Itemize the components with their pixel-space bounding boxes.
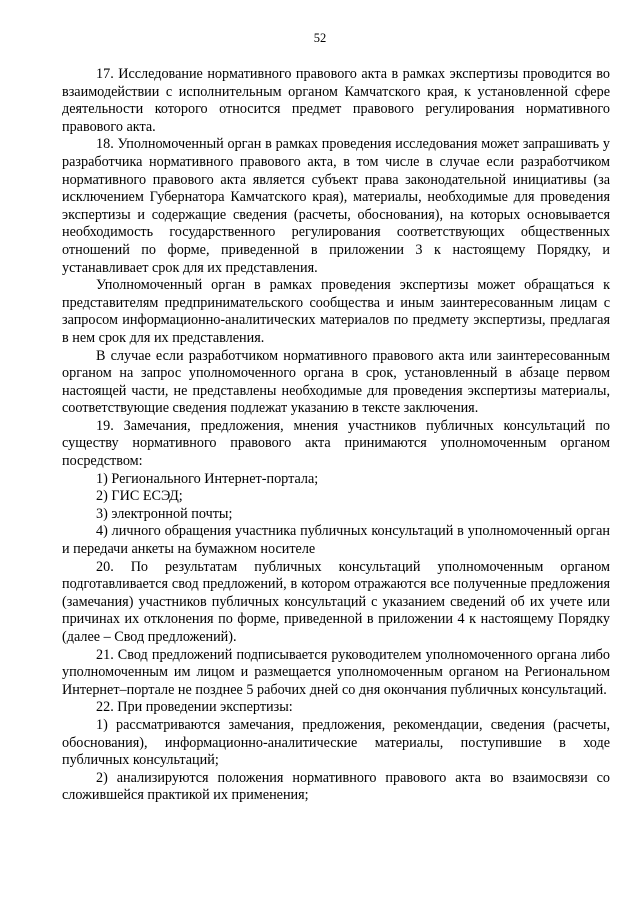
list-item-19-3: 3) электронной почты; (96, 505, 233, 522)
paragraph-20: 20. По результатам публичных консультаций уполномоченным органом подготавливается свод предложений, в котором отражаются все полученные предложения (замечания) участников публичных консультаций с указанием сведений об их учете или причинах их отклонения по форме, приведенной в приложении 4 к настоящему Порядку (далее – Свод предложений). (62, 558, 610, 645)
paragraph-22: 22. При проведении экспертизы: (96, 699, 293, 716)
paragraph-18-part-2: Уполномоченный орган в рамках проведения экспертизы может обращаться к представителям предпринимательского сообщества и иным заинтересованным лицам с запросом информационно-аналитических материалов по предмету экспертизы, предлагая в нем срок для их представления. (62, 277, 610, 346)
paragraph-21: 21. Свод предложений подписывается руководителем уполномоченного органа либо уполномоченным им лицом и размещается уполномоченным органом на Региональном Интернет–портале не позднее 5 рабочих дней со дня окончания публичных консультаций. (62, 646, 610, 698)
list-item-19-4: 4) личного обращения участника публичных консультаций в уполномоченный орган и передачи анкеты на бумажном носителе (62, 523, 610, 558)
list-item-19-1: 1) Регионального Интернет-портала; (96, 470, 319, 487)
document-body (62, 66, 610, 805)
page-number: 52 (313, 31, 327, 45)
paragraph-17: 17. Исследование нормативного правового акта в рамках экспертизы проводится во взаимодействии с исполнительным органом Камчатского края, к установленной сфере деятельности которого относится предмет правового регулирования нормативного правового акта. (62, 66, 610, 135)
paragraph-18: 18. Уполномоченный орган в рамках проведения исследования может запрашивать у разработчика нормативного правового акта, в том числе в случае если разработчиком нормативного правового акта является субъект права законодательной инициативы (за исключением Губернатора Камчатского края), материалы, необходимые для проведения экспертизы и содержащие сведения (расчеты, обоснования), на которых основывается необходимость государственного регулирования соответствующих общественных отношений по форме, приведенной в приложении 3 к настоящему Порядку, и устанавливает срок для их представления. (62, 136, 610, 276)
paragraph-18-part-3: В случае если разработчиком нормативного правового акта или заинтересованным органом на запрос уполномоченного органа в срок, установленный в абзаце первом настоящей части, не представлены необходимые для проведения экспертизы материалы, соответствующие сведения подлежат указанию в тексте заключения. (62, 347, 610, 417)
list-item-19-2: 2) ГИС ЕСЭД; (96, 488, 183, 505)
paragraph-19: 19. Замечания, предложения, мнения участников публичных консультаций по существу нормативного правового акта принимаются уполномоченным органом посредством: (62, 417, 610, 470)
list-item-22-2: 2) анализируются положения нормативного правового акта во взаимосвязи со сложившейся практикой их применения; (62, 769, 610, 804)
list-item-22-1: 1) рассматриваются замечания, предложения, рекомендации, сведения (расчеты, обоснования), информационно-аналитические материалы, поступившие в ходе публичных консультаций; (62, 716, 610, 769)
